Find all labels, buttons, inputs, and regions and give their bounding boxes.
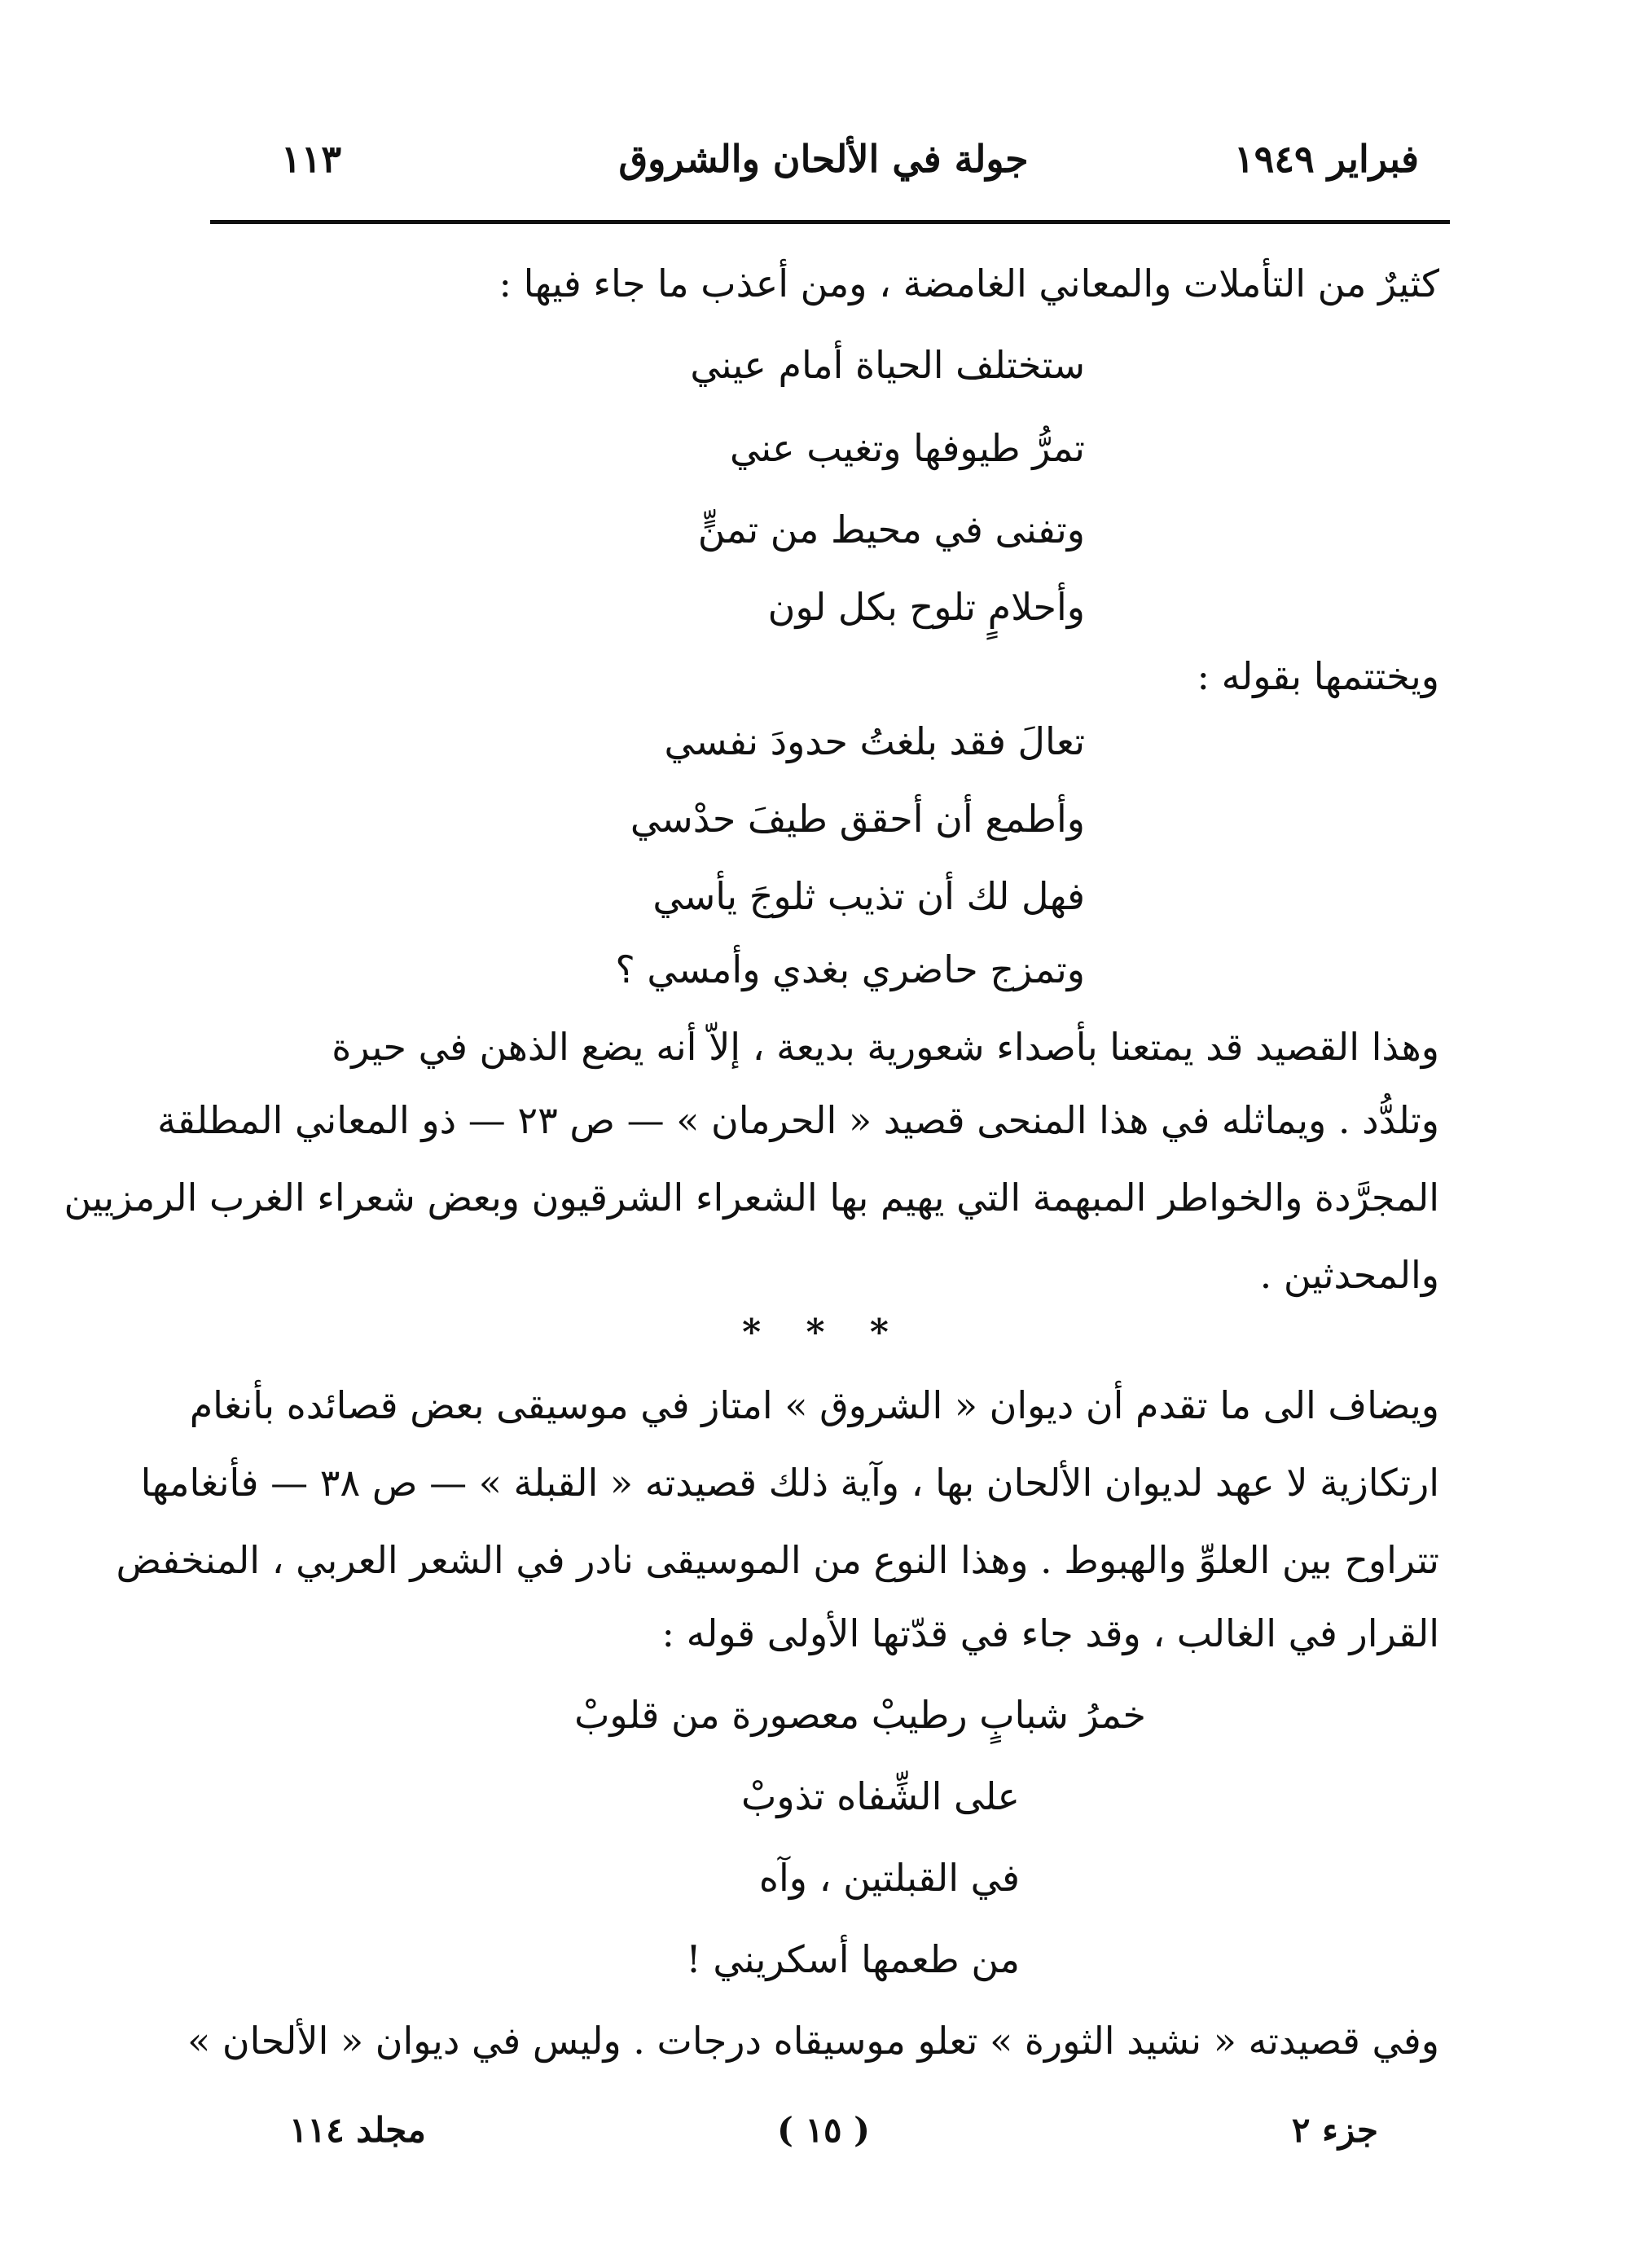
intro-line: كثيرٌ من التأملات والمعاني الغامضة ، ومن أعذب ما جاء فيها :: [498, 262, 1439, 305]
transition-line: ويختتمها بقوله :: [1197, 654, 1439, 698]
paragraph-line: تتراوح بين العلوِّ والهبوط . وهذا النوع من الموسيقى نادر في الشعر العربي ، المنخفض: [116, 1538, 1439, 1582]
paragraph-line: القرار في الغالب ، وقد جاء في قدّتها الأولى قوله :: [661, 1611, 1439, 1655]
last-line: وفي قصيدته « نشيد الثورة » تعلو موسيقاه درجات . وليس في ديوان « الألحان »: [187, 2019, 1439, 2063]
page-footer: [204, 2110, 1443, 2167]
poem-line: وأطمع أن أحقق طيفَ حدْسي: [630, 797, 1085, 841]
paragraph-line: ويضاف الى ما تقدم أن ديوان « الشروق » امتاز في موسيقى بعض قصائده بأنغام: [189, 1383, 1439, 1427]
header-rule: [210, 220, 1450, 224]
footer-part: جزء ٢: [1291, 2110, 1378, 2150]
paragraph-line: وهذا القصيد قد يمتعنا بأصداء شعورية بديعة ، إلاّ أنه يضع الذهن في حيرة: [332, 1025, 1439, 1069]
running-header: [204, 137, 1443, 202]
section-separator: * * *: [742, 1312, 905, 1353]
poem-line: وتمزج حاضري بغدي وأمسي ؟: [615, 947, 1085, 991]
header-title: جولة في الألحان والشروق: [618, 137, 1029, 181]
poem-line: في القبلتين ، وآه: [758, 1856, 1020, 1900]
paragraph-line: وتلدُّد . ويماثله في هذا المنحى قصيد « الحرمان » — ص ٢٣ — ذو المعاني المطلقة: [157, 1098, 1439, 1142]
poem-line: تمرُّ طيوفها وتغيب عني: [729, 426, 1085, 470]
poem-line: ستختلف الحياة أمام عيني: [690, 343, 1085, 387]
page-number: ١١٣: [281, 137, 342, 181]
footer-sheet-number: ( ١٥ ): [776, 2110, 871, 2150]
poem-line: وتفنى في محيط من تمنٍّ: [697, 508, 1085, 552]
poem-line: وأحلامٍ تلوح بكل لون: [767, 585, 1085, 629]
poem-line: تعالَ فقد بلغتُ حدودَ نفسي: [664, 719, 1085, 763]
paragraph-line: ارتكازية لا عهد لديوان الألحان بها ، وآية ذلك قصيدته « القبلة » — ص ٣٨ — فأنغامها: [140, 1461, 1439, 1505]
poem-line: خمرُ شبابٍ رطيبْ معصورة من قلوبْ: [574, 1693, 1146, 1737]
poem-line: من طعمها أسكريني !: [686, 1937, 1020, 1981]
poem-line: على الشِّفاه تذوبْ: [741, 1774, 1020, 1818]
poem-line: فهل لك أن تذيب ثلوجَ يأسي: [652, 874, 1085, 918]
paragraph-line: المجرَّدة والخواطر المبهمة التي يهيم بها الشعراء الشرقيون وبعض شعراء الغرب الرمزيين: [64, 1176, 1439, 1220]
header-date: فبراير ١٩٤٩: [1233, 137, 1419, 181]
footer-volume: مجلد ١١٤: [289, 2110, 426, 2150]
paragraph-line: والمحدثين .: [1259, 1253, 1439, 1297]
